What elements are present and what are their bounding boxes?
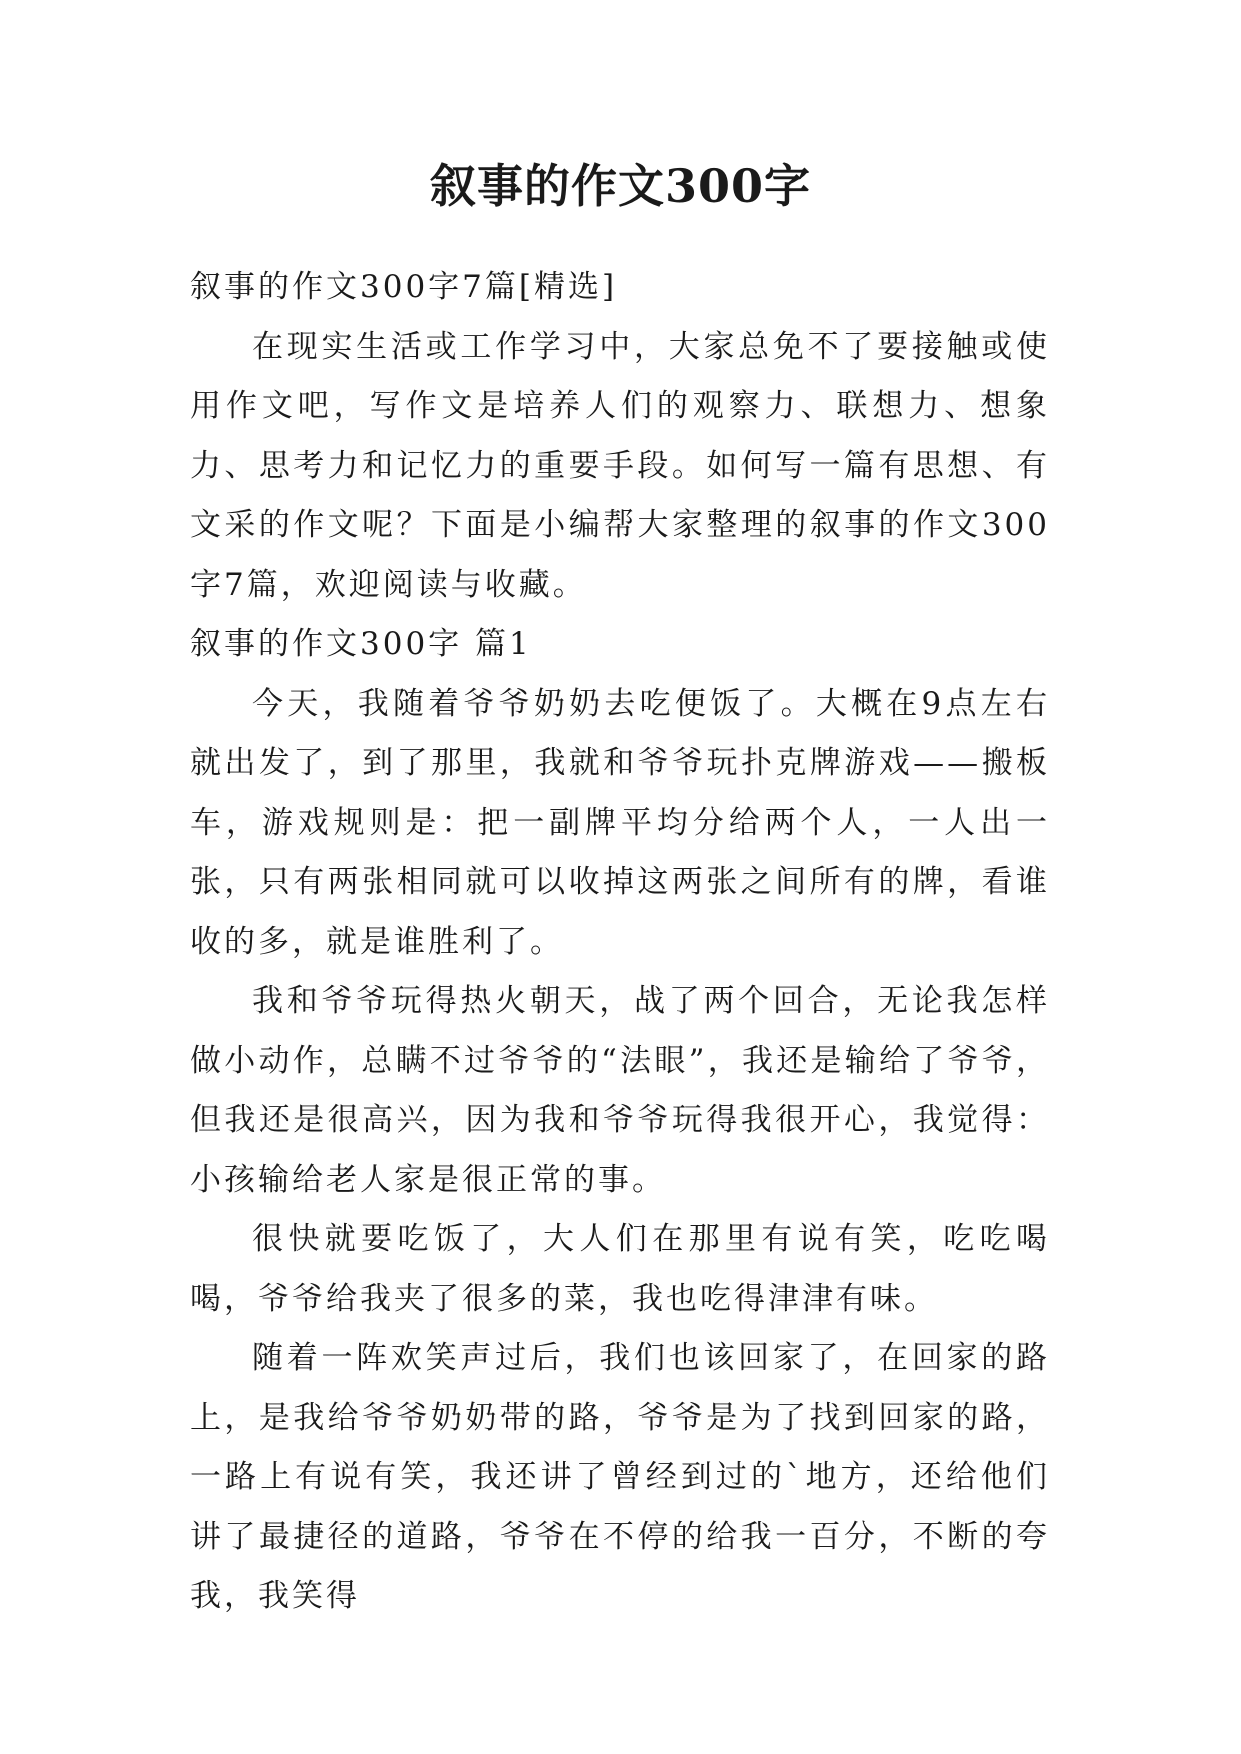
document-title: 叙事的作文300字	[429, 159, 812, 213]
document-body	[190, 258, 1050, 1627]
body-paragraph: 今天，我随着爷爷奶奶去吃便饭了。大概在9点左右就出发了，到了那里，我就和爷爷玩扑克牌游戏——搬板车，游戏规则是：把一副牌平均分给两个人，一人出一张，只有两张相同就可以收掉这两张之间所有的牌，看谁收的多，就是谁胜利了。	[190, 685, 1050, 960]
body-paragraph: 我和爷爷玩得热火朝天，战了两个回合，无论我怎样做小动作，总瞒不过爷爷的“法眼”，我还是输给了爷爷，但我还是很高兴，因为我和爷爷玩得我很开心，我觉得：小孩输给老人家是很正常的事。	[190, 983, 1050, 1198]
body-paragraph: 很快就要吃饭了，大人们在那里有说有笑，吃吃喝喝，爷爷给我夹了很多的菜，我也吃得津津有味。	[190, 1221, 1050, 1317]
intro-paragraph: 在现实生活或工作学习中，大家总免不了要接触或使用作文吧，写作文是培养人们的观察力、联想力、想象力、思考力和记忆力的重要手段。如何写一篇有思想、有文采的作文呢？下面是小编帮大家整理的叙事的作文300字7篇，欢迎阅读与收藏。	[190, 328, 1050, 603]
section-heading: 叙事的作文300字 篇1	[190, 626, 532, 662]
body-paragraph: 随着一阵欢笑声过后，我们也该回家了，在回家的路上，是我给爷爷奶奶带的路，爷爷是为了找到回家的路，一路上有说有笑，我还讲了曾经到过的`地方，还给他们讲了最捷径的道路，爷爷在不停的给我一百分，不断的夸我，我笑得	[190, 1340, 1050, 1614]
document-subtitle: 叙事的作文300字7篇[精选]	[190, 269, 618, 305]
